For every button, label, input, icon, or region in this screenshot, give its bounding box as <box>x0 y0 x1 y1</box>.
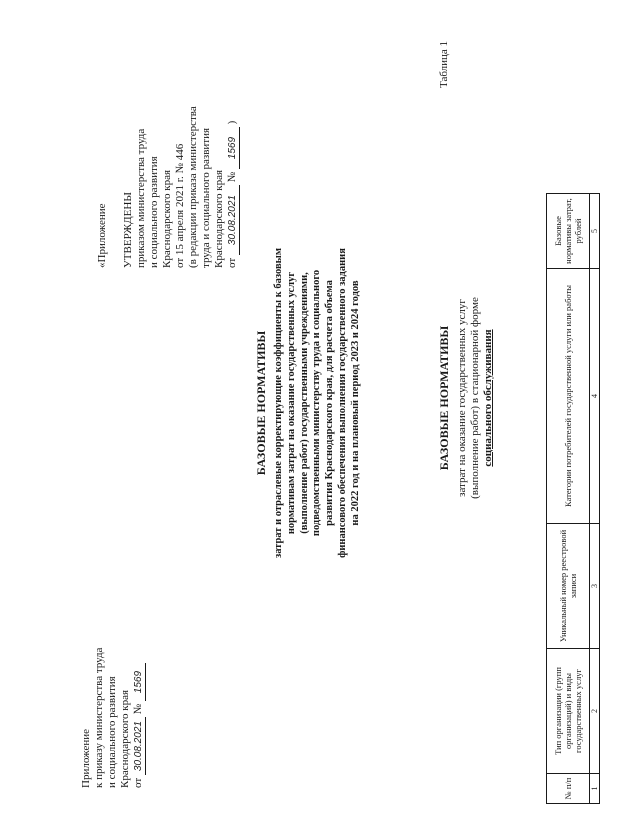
column-header: Уникальный номер реестровой записи <box>547 524 590 649</box>
order-date: 30.08.2021 <box>132 717 146 775</box>
column-number: 5 <box>590 194 600 269</box>
main-title-line: нормативам затрат на оказание государственных услуг <box>285 271 297 535</box>
main-title-line: на 2022 год и на плановый период 2023 и 2024 годов <box>349 280 361 526</box>
order-date: 30.08.2021 <box>226 185 240 255</box>
main-title-line: развития Краснодарского края, для расчета объема <box>324 280 336 526</box>
left-approval-line: и социального развития <box>106 676 118 788</box>
left-approval-order-line <box>132 648 146 788</box>
order-number: 1569 <box>132 663 146 701</box>
table-title-line: социального обслуживания <box>482 329 494 467</box>
table-title-heading: БАЗОВЫЕ НОРМАТИВЫ <box>437 325 451 471</box>
table-title-block <box>438 238 495 558</box>
table-title-line: (выполнение работ) в стационарной форме <box>469 297 481 499</box>
right-approval-line: Краснодарского края <box>161 169 173 268</box>
order-prefix: от <box>132 777 144 788</box>
norms-table <box>546 193 600 804</box>
left-approval-block <box>80 648 146 788</box>
right-approval-line: от 15 апреля 2021 г. № 446 <box>174 143 186 268</box>
column-header: № п/п <box>547 774 590 804</box>
order-number-label: № <box>132 703 144 715</box>
right-approval-line: и социального развития <box>148 156 160 268</box>
column-number: 2 <box>590 649 600 774</box>
column-header: Категории потребителей государственной услуги или работы <box>547 269 590 524</box>
column-number-row <box>590 194 600 804</box>
right-approval-order-line <box>226 106 240 268</box>
right-approval-block <box>96 106 240 268</box>
right-approval-line: Краснодарского края <box>213 169 225 268</box>
table-number: Таблица 1 <box>438 40 450 88</box>
left-approval-line: Приложение <box>80 728 92 788</box>
order-number: 1569 <box>226 127 240 169</box>
right-approval-line: (в редакции приказа министерства <box>187 106 199 268</box>
main-title-line: затрат и отраслевые корректирующие коэффициенты к базовым <box>273 247 284 559</box>
right-approval-line: приказом министерства труда <box>135 128 147 268</box>
column-number: 1 <box>590 774 600 804</box>
main-title-line: (выполнение работ) государственными учреждениями, <box>298 272 310 534</box>
column-header: Тип организации (групп организаций) и виды государственных услуг <box>547 649 590 774</box>
main-title-line: финансового обеспечения выполнения государственного задания <box>336 248 348 558</box>
left-approval-line: Краснодарского края <box>119 689 131 788</box>
column-number: 3 <box>590 524 600 649</box>
order-suffix: ) <box>226 120 238 125</box>
table-title-line: затрат на оказание государственных услуг <box>456 299 468 497</box>
main-title-block <box>255 168 363 638</box>
right-approval-line: УТВЕРЖДЕНЫ <box>122 192 134 268</box>
column-header: Базовые нормативы затрат, рублей <box>547 194 590 269</box>
column-number: 4 <box>590 269 600 524</box>
table-header-row <box>547 194 590 804</box>
order-prefix: от <box>226 257 238 268</box>
main-title-heading: БАЗОВЫЕ НОРМАТИВЫ <box>254 330 268 476</box>
left-approval-line: к приказу министерства труда <box>93 647 105 788</box>
appendix-heading: «Приложение <box>96 203 108 268</box>
right-approval-line: труда и социального развития <box>200 127 212 268</box>
main-title-line: подведомственными министерству труда и социального <box>311 269 323 537</box>
order-number-label: № <box>226 171 238 183</box>
